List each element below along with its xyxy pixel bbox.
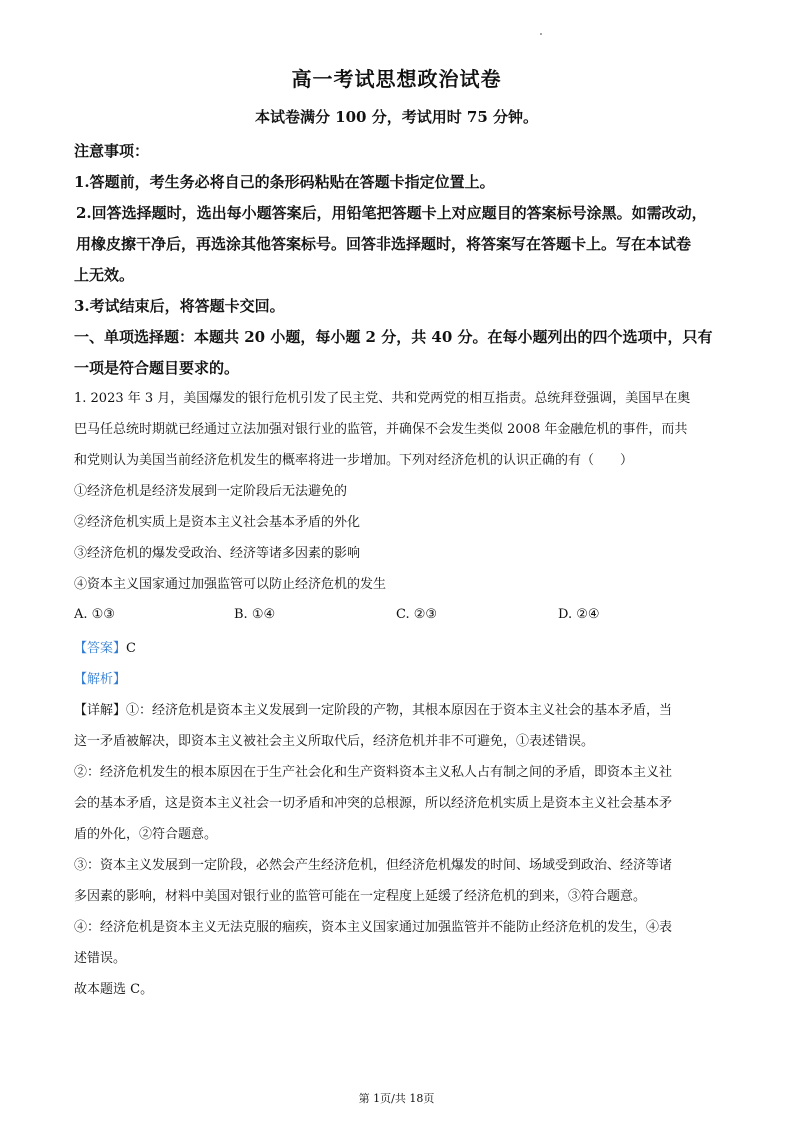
scan-dot xyxy=(540,33,542,35)
answer-line xyxy=(74,633,724,664)
detail-line-4: 会的基本矛盾，这是资本主义社会一切矛盾和冲突的总根源，所以经济危机实质上是资本主义社会基本矛 xyxy=(74,796,673,811)
statement-1: ①经济危机是经济发展到一定阶段后无法避免的 xyxy=(74,484,348,499)
detail-line-10: 故本题选 C。 xyxy=(74,982,154,997)
section-line-2: 一项是符合题目要求的。 xyxy=(74,359,240,377)
analysis-tag: 【解析】 xyxy=(74,672,127,687)
detail-line-3: ②：经济危机发生的根本原因在于生产社会化和生产资料资本主义私人占有制之间的矛盾，即资本主义社 xyxy=(74,765,673,780)
detail-text: ①：经济危机是资本主义发展到一定阶段的产物，其根本原因在于资本主义社会的基本矛盾，当 xyxy=(126,703,673,718)
section-line-1: 一、单项选择题：本题共 20 小题，每小题 2 分，共 40 分。在每小题列出的四个选项中，只有 xyxy=(74,328,713,346)
option-d: D. ②④ xyxy=(558,607,600,622)
detail-line-8: ④：经济危机是资本主义无法克服的痼疾，资本主义国家通过加强监管并不能防止经济危机的发生，④表 xyxy=(74,920,673,935)
notice-item-1: 1.答题前，考生务必将自己的条形码粘贴在答题卡指定位置上。 xyxy=(74,173,495,191)
option-c: C. ②③ xyxy=(396,607,438,622)
detail-line-9: 述错误。 xyxy=(74,951,127,966)
section-heading xyxy=(74,322,744,384)
answer-value: C xyxy=(126,641,136,656)
notice-item-2-line-1: 2.回答选择题时，选出每小题答案后，用铅笔把答题卡上对应题目的答案标号涂黑。如需改动， xyxy=(76,204,707,222)
detail-line-5: 盾的外化，②符合题意。 xyxy=(74,827,218,842)
page-title: 高一考试思想政治试卷 xyxy=(291,67,502,91)
question-1-options xyxy=(74,603,724,627)
notice-item-2-line-2: 用橡皮擦干净后，再选涂其他答案标号。回答非选择题时，将答案写在答题卡上。写在本试卷 xyxy=(76,235,692,253)
notice-heading: 注意事项： xyxy=(74,142,150,160)
question-stem-line-2: 巴马任总统时期就已经通过立法加强对银行业的监管，并确保不会发生类似 2008 年金融危机的事件，而共 xyxy=(74,422,688,437)
detail-line-1 xyxy=(74,695,724,726)
question-1-stem xyxy=(74,383,724,600)
question-stem-line-1: 1. 2023 年 3 月，美国爆发的银行危机引发了民主党、共和党两党的相互指责。总统拜登强调，美国早在奥 xyxy=(74,391,691,406)
detail-tag: 【详解】 xyxy=(74,703,127,718)
statement-4: ④资本主义国家通过加强监管可以防止经济危机的发生 xyxy=(74,577,387,592)
detail-line-7: 多因素的影响，材料中美国对银行业的监管可能在一定程度上延缓了经济危机的到来，③符合题意。 xyxy=(74,889,647,904)
option-b: B. ①④ xyxy=(234,607,276,622)
analysis-line xyxy=(74,664,724,695)
statement-3: ③经济危机的爆发受政治、经济等诸多因素的影响 xyxy=(74,546,361,561)
notice-section xyxy=(74,136,744,322)
detail-line-2: 这一矛盾被解决，即资本主义被社会主义所取代后，经济危机并非不可避免，①表述错误。 xyxy=(74,734,595,749)
question-stem-line-3: 和党则认为美国当前经济危机发生的概率将进一步增加。下列对经济危机的认识正确的有（ ） xyxy=(74,453,634,468)
notice-item-2-line-3: 上无效。 xyxy=(74,266,135,284)
exam-subtitle: 本试卷满分 100 分，考试用时 75 分钟。 xyxy=(254,108,539,126)
page-footer: 第 1页/共 18页 xyxy=(358,1092,435,1105)
notice-item-3: 3.考试结束后，将答题卡交回。 xyxy=(74,297,285,315)
detail-line-6: ③：资本主义发展到一定阶段，必然会产生经济危机，但经济危机爆发的时间、场域受到政治、经济等诸 xyxy=(74,858,673,873)
answer-tag: 【答案】 xyxy=(74,641,127,656)
statement-2: ②经济危机实质上是资本主义社会基本矛盾的外化 xyxy=(74,515,361,530)
option-a: A. ①③ xyxy=(74,607,115,622)
question-1-answer xyxy=(74,633,724,1005)
